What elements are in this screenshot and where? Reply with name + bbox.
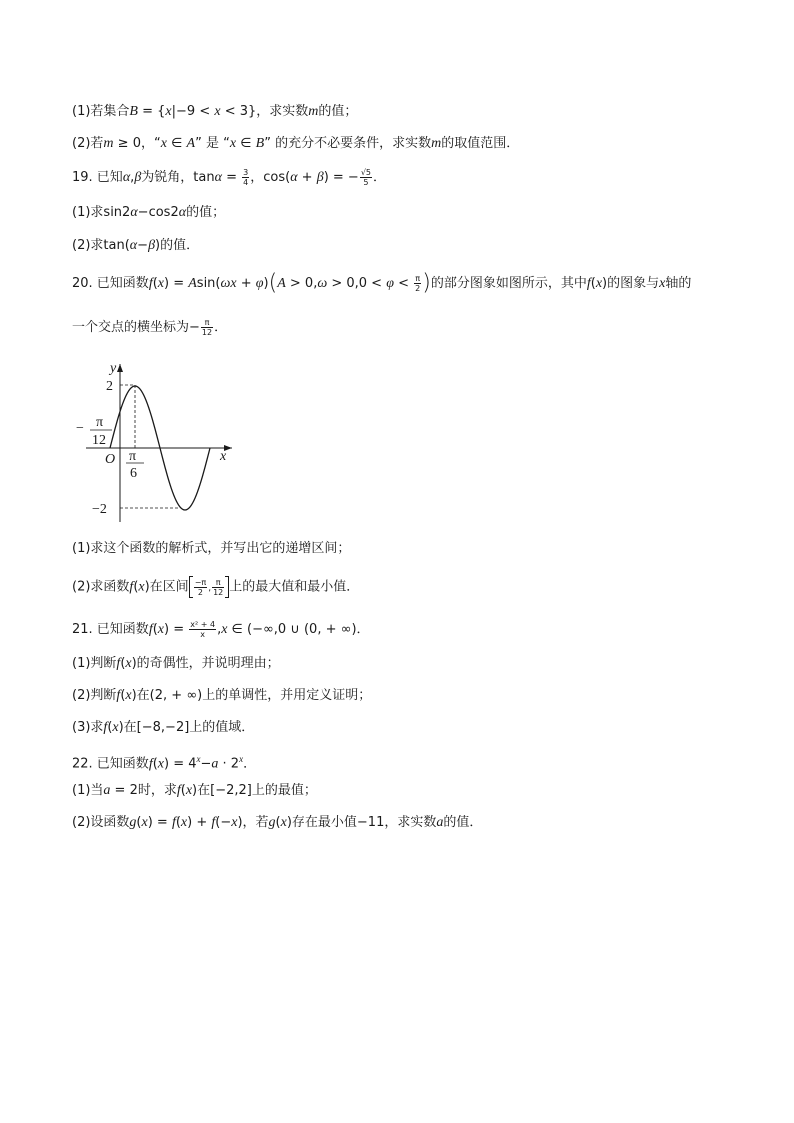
question-21-part-2: (2)判断f(x)在(2, + ∞)上的单调性，并用定义证明； — [72, 688, 372, 703]
question-22: 22. 已知函数$f(x) = 4^x-a \cdot 2^x$． — [72, 754, 257, 772]
question-21: 21. 已知函数f(x) = $\frac{\text{x² + 4}}{x}$ ,x ∈ (−∞,0 ∪ (0, + ∞)． — [72, 620, 370, 639]
peak-label-num: π — [129, 449, 137, 464]
question-22-part-2: (2)设函数g(x) = f(x) + f(−x)，若g(x)存在最小值−11，求实数a的值． — [72, 815, 483, 830]
question-19: 19. 已知α,β为锐角，tanα = $\frac{3}{4}$ ，cos(α + β) = − $\frac{√5}{5}$ ． — [72, 168, 387, 187]
question-22-part-1: (1)当a = 2时，求f(x)在[−2,2]上的最值； — [72, 783, 317, 798]
x-axis-label: x — [220, 449, 227, 464]
question-19-part-1: (1)求sin2α−cos2α的值； — [72, 205, 226, 220]
fraction: $\frac{\pi}{12}$ — [213, 577, 224, 597]
fraction: $\frac{\pi}{2}$ — [415, 274, 421, 293]
y-min-label: −2 — [92, 502, 107, 517]
y-axis-label: y — [110, 361, 117, 376]
question-20-part-2: (2)求函数f(x)在区间 $\frac{-\pi}{2}$ , $\frac{\pi}{12}$ 上的最大值和最小值． — [72, 577, 360, 597]
subquestion-1: (1)若集合B = {x|−9 < x < 3}，求实数m的值； — [72, 104, 358, 119]
zero-label-den: 12 — [92, 433, 106, 448]
peak-label-den: 6 — [130, 466, 137, 481]
fraction: $\frac{-\pi}{2}$ — [194, 577, 207, 597]
question-20: 20. 已知函数f(x) = Asin(ωx + φ)(A > 0,ω > 0,0 < φ < $\frac{\pi}{2}$ )的部分图象如图所示，其中f(x)的图象与x轴的 — [72, 270, 692, 296]
zero-label-num: π — [96, 415, 104, 430]
subquestion-2: (2)若m ≥ 0，“x ∈ A” 是 “x ∈ B” 的充分不必要条件，求实数m的取值范围． — [72, 136, 520, 151]
question-21-part-1: (1)判断f(x)的奇偶性，并说明理由； — [72, 656, 280, 671]
fraction: $\frac{\text{x² + 4}}{x}$ — [190, 620, 216, 639]
question-20-part-1: (1)求这个函数的解析式，并写出它的递增区间； — [72, 541, 351, 556]
y-max-label: 2 — [106, 379, 113, 394]
y-axis-arrow — [117, 364, 123, 372]
question-20-continued: 一个交点的横坐标为− $\frac{\pi}{12}$ ． — [72, 318, 228, 337]
question-21-part-3: (3)求f(x)在[−8,−2]上的值域． — [72, 720, 255, 735]
origin-label: O — [105, 452, 116, 467]
fraction: $\frac{\pi}{12}$ — [201, 318, 213, 337]
question-19-part-2: (2)求tan(α−β)的值． — [72, 238, 200, 253]
zero-label-sign: − — [76, 421, 84, 436]
fraction: $\frac{3}{4}$ — [243, 168, 249, 187]
fraction: $\frac{√5}{5}$ — [360, 168, 372, 187]
sine-graph — [72, 356, 242, 526]
